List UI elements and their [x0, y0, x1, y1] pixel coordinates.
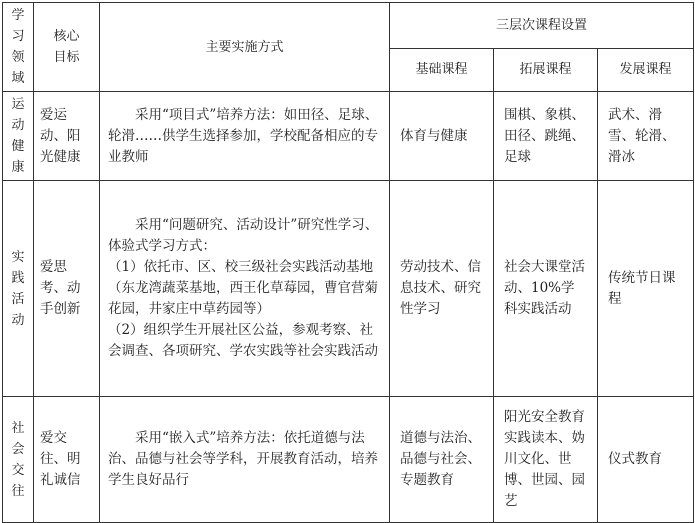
header-basic: 基础课程	[390, 48, 494, 91]
development-cell: 传统节日课程	[598, 181, 694, 397]
header-extended: 拓展课程	[494, 48, 598, 91]
header-goal: 核心目标	[34, 3, 100, 92]
goal-cell: 爱交往、明礼诚信	[34, 397, 100, 523]
domain-cell: 社会交往	[3, 397, 34, 523]
domain-cell: 实践活动	[3, 181, 34, 397]
method-cell: 采用“问题研究、活动设计”研究性学习、体验式学习方式： （1）依托市、区、校三级社会实践活动基地（东龙湾蔬菜基地，西王化草莓园，曹官营菊花园，井家庄中草药园等） （2）组织学生开展社区公益，参观考察、社会调查、各项研究、学农实践等社会实践活动	[100, 181, 390, 397]
header-development: 发展课程	[598, 48, 694, 91]
domain-cell: 运动健康	[3, 92, 34, 181]
method-cell: 采用“项目式”培养方法：如田径、足球、轮滑……供学生选择参加，学校配备相应的专业教师	[100, 92, 390, 181]
goal-cell: 爱运动、阳光健康	[34, 92, 100, 181]
curriculum-table	[2, 2, 694, 523]
method-cell: 采用“嵌入式”培养方法：依托道德与法治、品德与社会等学科，开展教育活动，培养学生良好品行	[100, 397, 390, 523]
extended-cell: 社会大课堂活动、10%学科实践活动	[494, 181, 598, 397]
table-row	[3, 92, 694, 181]
header-domain: 学习领域	[3, 3, 34, 92]
basic-cell: 体育与健康	[390, 92, 494, 181]
basic-cell: 劳动技术、信息技术、研究性学习	[390, 181, 494, 397]
header-method: 主要实施方式	[100, 3, 390, 92]
table-row	[3, 181, 694, 397]
extended-cell: 围棋、象棋、田径、跳绳、足球	[494, 92, 598, 181]
table-row	[3, 397, 694, 523]
development-cell: 仪式教育	[598, 397, 694, 523]
extended-cell: 阳光安全教育实践读本、妫川文化、世博、世园、园艺	[494, 397, 598, 523]
development-cell: 武术、滑雪、轮滑、滑冰	[598, 92, 694, 181]
basic-cell: 道德与法治、品德与社会、专题教育	[390, 397, 494, 523]
header-tiers: 三层次课程设置	[390, 3, 694, 49]
goal-cell: 爱思考、动手创新	[34, 181, 100, 397]
